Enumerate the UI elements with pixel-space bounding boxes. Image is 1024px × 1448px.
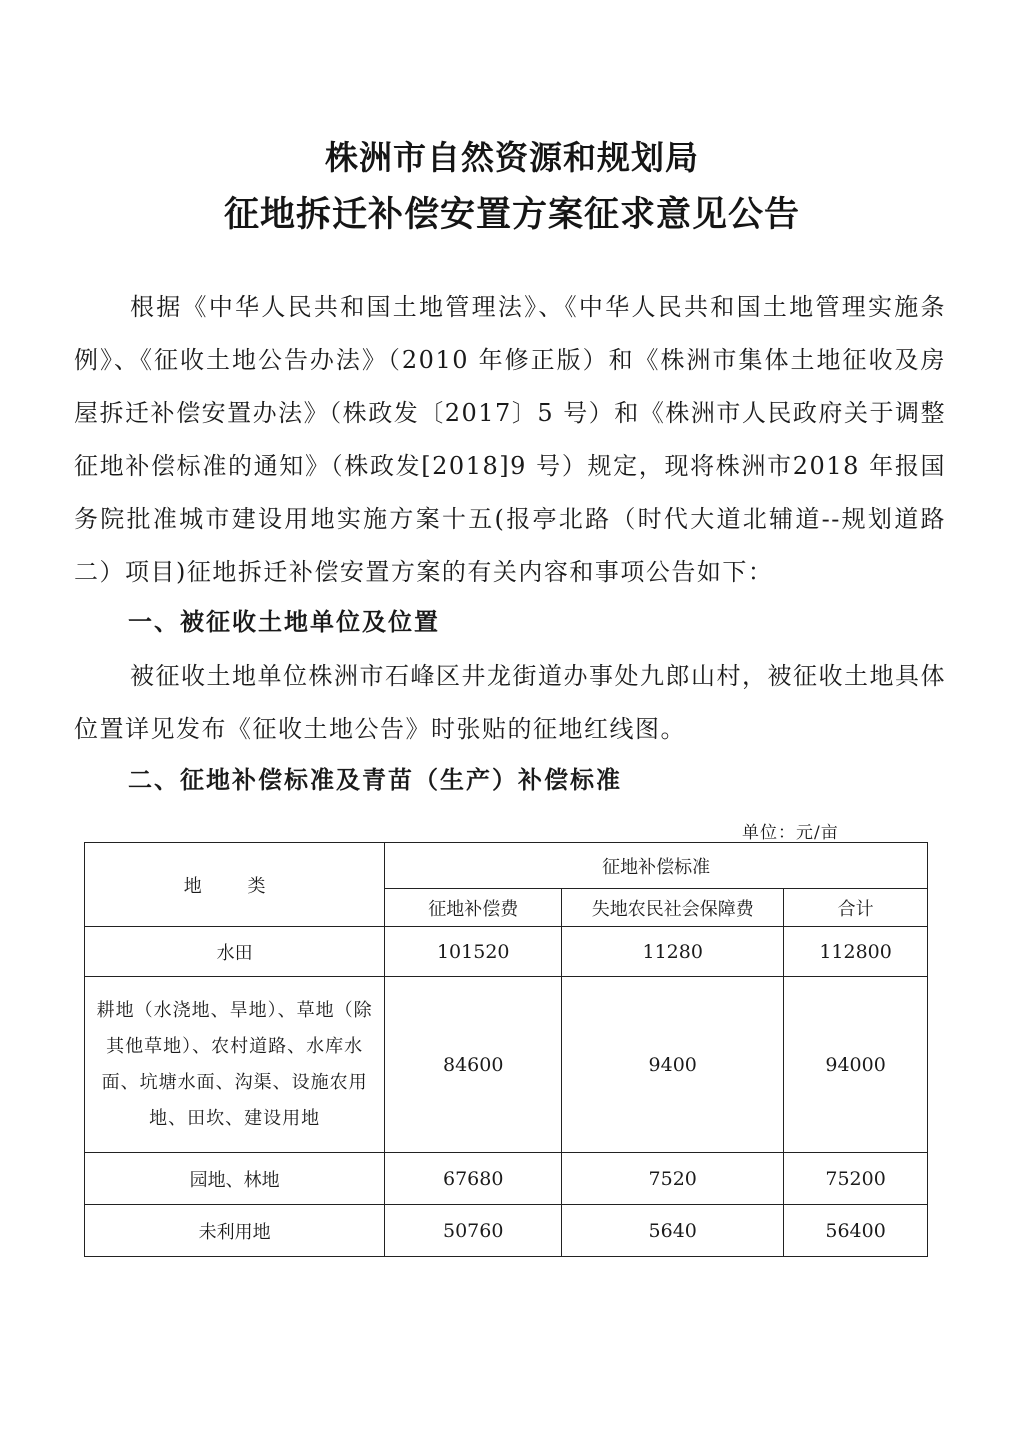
- header-social: 失地农民社会保障费: [562, 889, 784, 927]
- title-line-2: 征地拆迁补偿安置方案征求意见公告: [223, 195, 800, 235]
- cell-kind: 耕地（水浇地、旱地）、草地（除其他草地）、农村道路、水库水面、坑塘水面、沟渠、设施农用地、田坎、建设用地: [85, 977, 385, 1153]
- cell-social: 11280: [562, 927, 784, 977]
- cell-social: 9400: [562, 977, 784, 1153]
- cell-kind: 园地、林地: [85, 1153, 385, 1205]
- cell-fee: 50760: [385, 1205, 562, 1257]
- cell-social: 7520: [562, 1153, 784, 1205]
- title-line-1: 株洲市自然资源和规划局: [325, 138, 699, 177]
- cell-total: 94000: [784, 977, 928, 1153]
- section-1-heading: 一、被征收土地单位及位置: [128, 608, 440, 636]
- section-1-body: 被征收土地单位株洲市石峰区井龙街道办事处九郎山村，被征收土地具体位置详见发布《征收土地公告》时张贴的征地红线图。: [74, 662, 946, 743]
- cell-kind: 水田: [85, 927, 385, 977]
- table-unit: 单位：元/亩: [742, 823, 839, 843]
- cell-kind: 未利用地: [85, 1205, 385, 1257]
- cell-social: 5640: [562, 1205, 784, 1257]
- intro-paragraph: 根据《中华人民共和国土地管理法》、《中华人民共和国土地管理实施条例》、《征收土地公告办法》（2010 年修正版）和《株洲市集体土地征收及房屋拆迁补偿安置办法》（株政发〔2017〕5 号）和《株洲市人民政府关于调整征地补偿标准的通知》（株政发[2018]9 号）规定，现将株洲市2018 年报国务院批准城市建设用地实施方案十五(报亭北路（时代大道北辅道--规划道路二）项目)征地拆迁补偿安置方案的有关内容和事项公告如下：: [74, 293, 946, 586]
- header-group: 征地补偿标准: [385, 843, 928, 889]
- cell-total: 56400: [784, 1205, 928, 1257]
- cell-total: 112800: [784, 927, 928, 977]
- cell-fee: 101520: [385, 927, 562, 977]
- header-fee: 征地补偿费: [385, 889, 562, 927]
- cell-fee: 84600: [385, 977, 562, 1153]
- table-row: [85, 977, 928, 1153]
- cell-fee: 67680: [385, 1153, 562, 1205]
- cell-total: 75200: [784, 1153, 928, 1205]
- header-total: 合计: [784, 889, 928, 927]
- header-land-type: 地 类: [85, 843, 385, 927]
- table-header-row: [85, 843, 928, 889]
- compensation-table: [84, 842, 928, 1257]
- table-row: [85, 1153, 928, 1205]
- table-row: [85, 927, 928, 977]
- section-2-heading: 二、征地补偿标准及青苗（生产）补偿标准: [128, 766, 622, 794]
- table-row: [85, 1205, 928, 1257]
